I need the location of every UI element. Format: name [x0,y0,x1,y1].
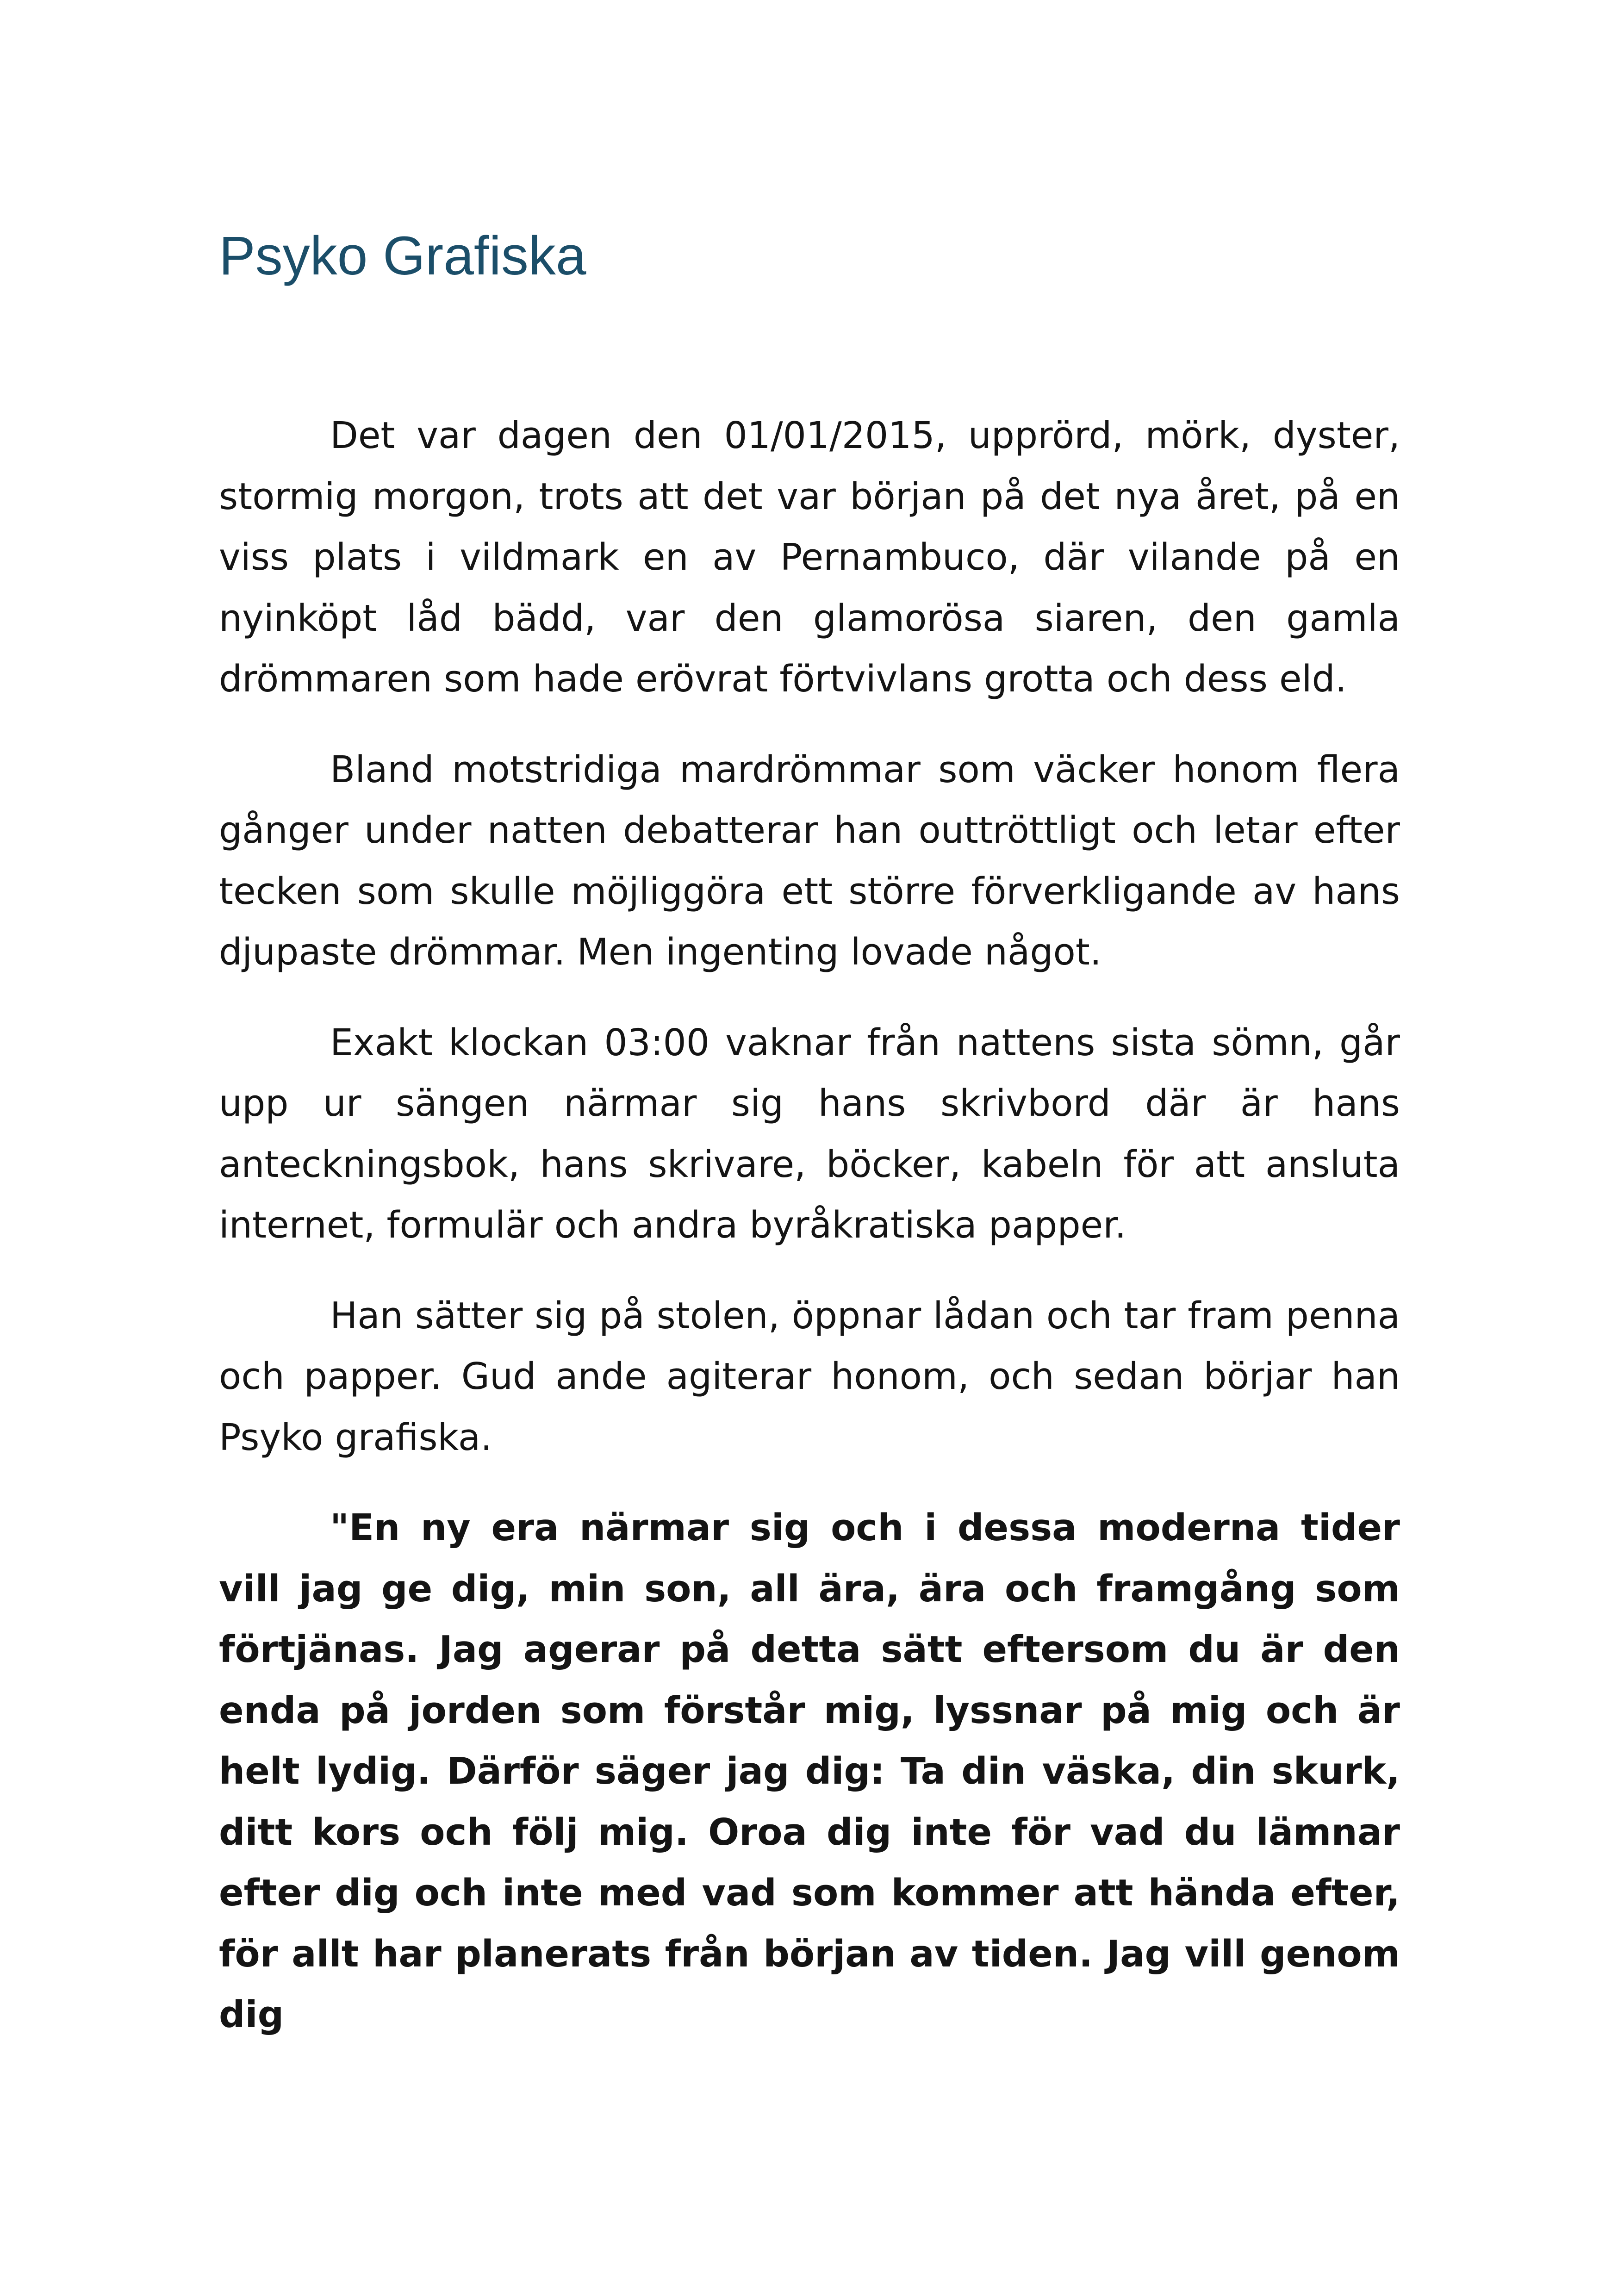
paragraph-3: Exakt klockan 03:00 vaknar från nattens sista sömn, går upp ur sängen närmar sig hans skrivbord där är hans anteckningsbok, hans skrivare, böcker, kabeln för att ansluta internet, formulär och andra byråkratiska papper. [219,1021,1400,1246]
paragraph-4: Han sätter sig på stolen, öppnar lådan och tar fram penna och papper. Gud ande agiterar honom, och sedan börjar han Psyko grafiska. [219,1294,1400,1459]
paragraph-2: Bland motstridiga mardrömmar som väcker honom flera gånger under natten debatterar han outtröttligt och letar efter tecken som skulle möjliggöra ett större förverkligande av hans djupaste drömmar. Men ingenting lovade något. [219,748,1400,973]
paragraph-1: Det var dagen den 01/01/2015, upprörd, mörk, dyster, stormig morgon, trots att det var början på det nya året, på en viss plats i vildmark en av Pernambuco, där vilande på en nyinköpt låd bädd, var den glamorösa siaren, den gamla drömmaren som hade erövrat förtvivlans grotta och dess eld. [219,414,1400,700]
document-body [219,405,1400,2075]
paragraph-5-quote: "En ny era närmar sig och i dessa moderna tider vill jag ge dig, min son, all ära, ära och framgång som förtjänas. Jag agerar på detta sätt eftersom du är den enda på jorden som förstår mig, lyssnar på mig och är helt lydig. Därför säger jag dig: Ta din väska, din skurk, ditt kors och följ mig. Oroa dig inte för vad du lämnar efter dig och inte med vad som kommer att hända efter, för allt har planerats från början av tiden. Jag vill genom dig [219,1506,1400,2036]
document-title: Psyko Grafiska [219,225,586,286]
